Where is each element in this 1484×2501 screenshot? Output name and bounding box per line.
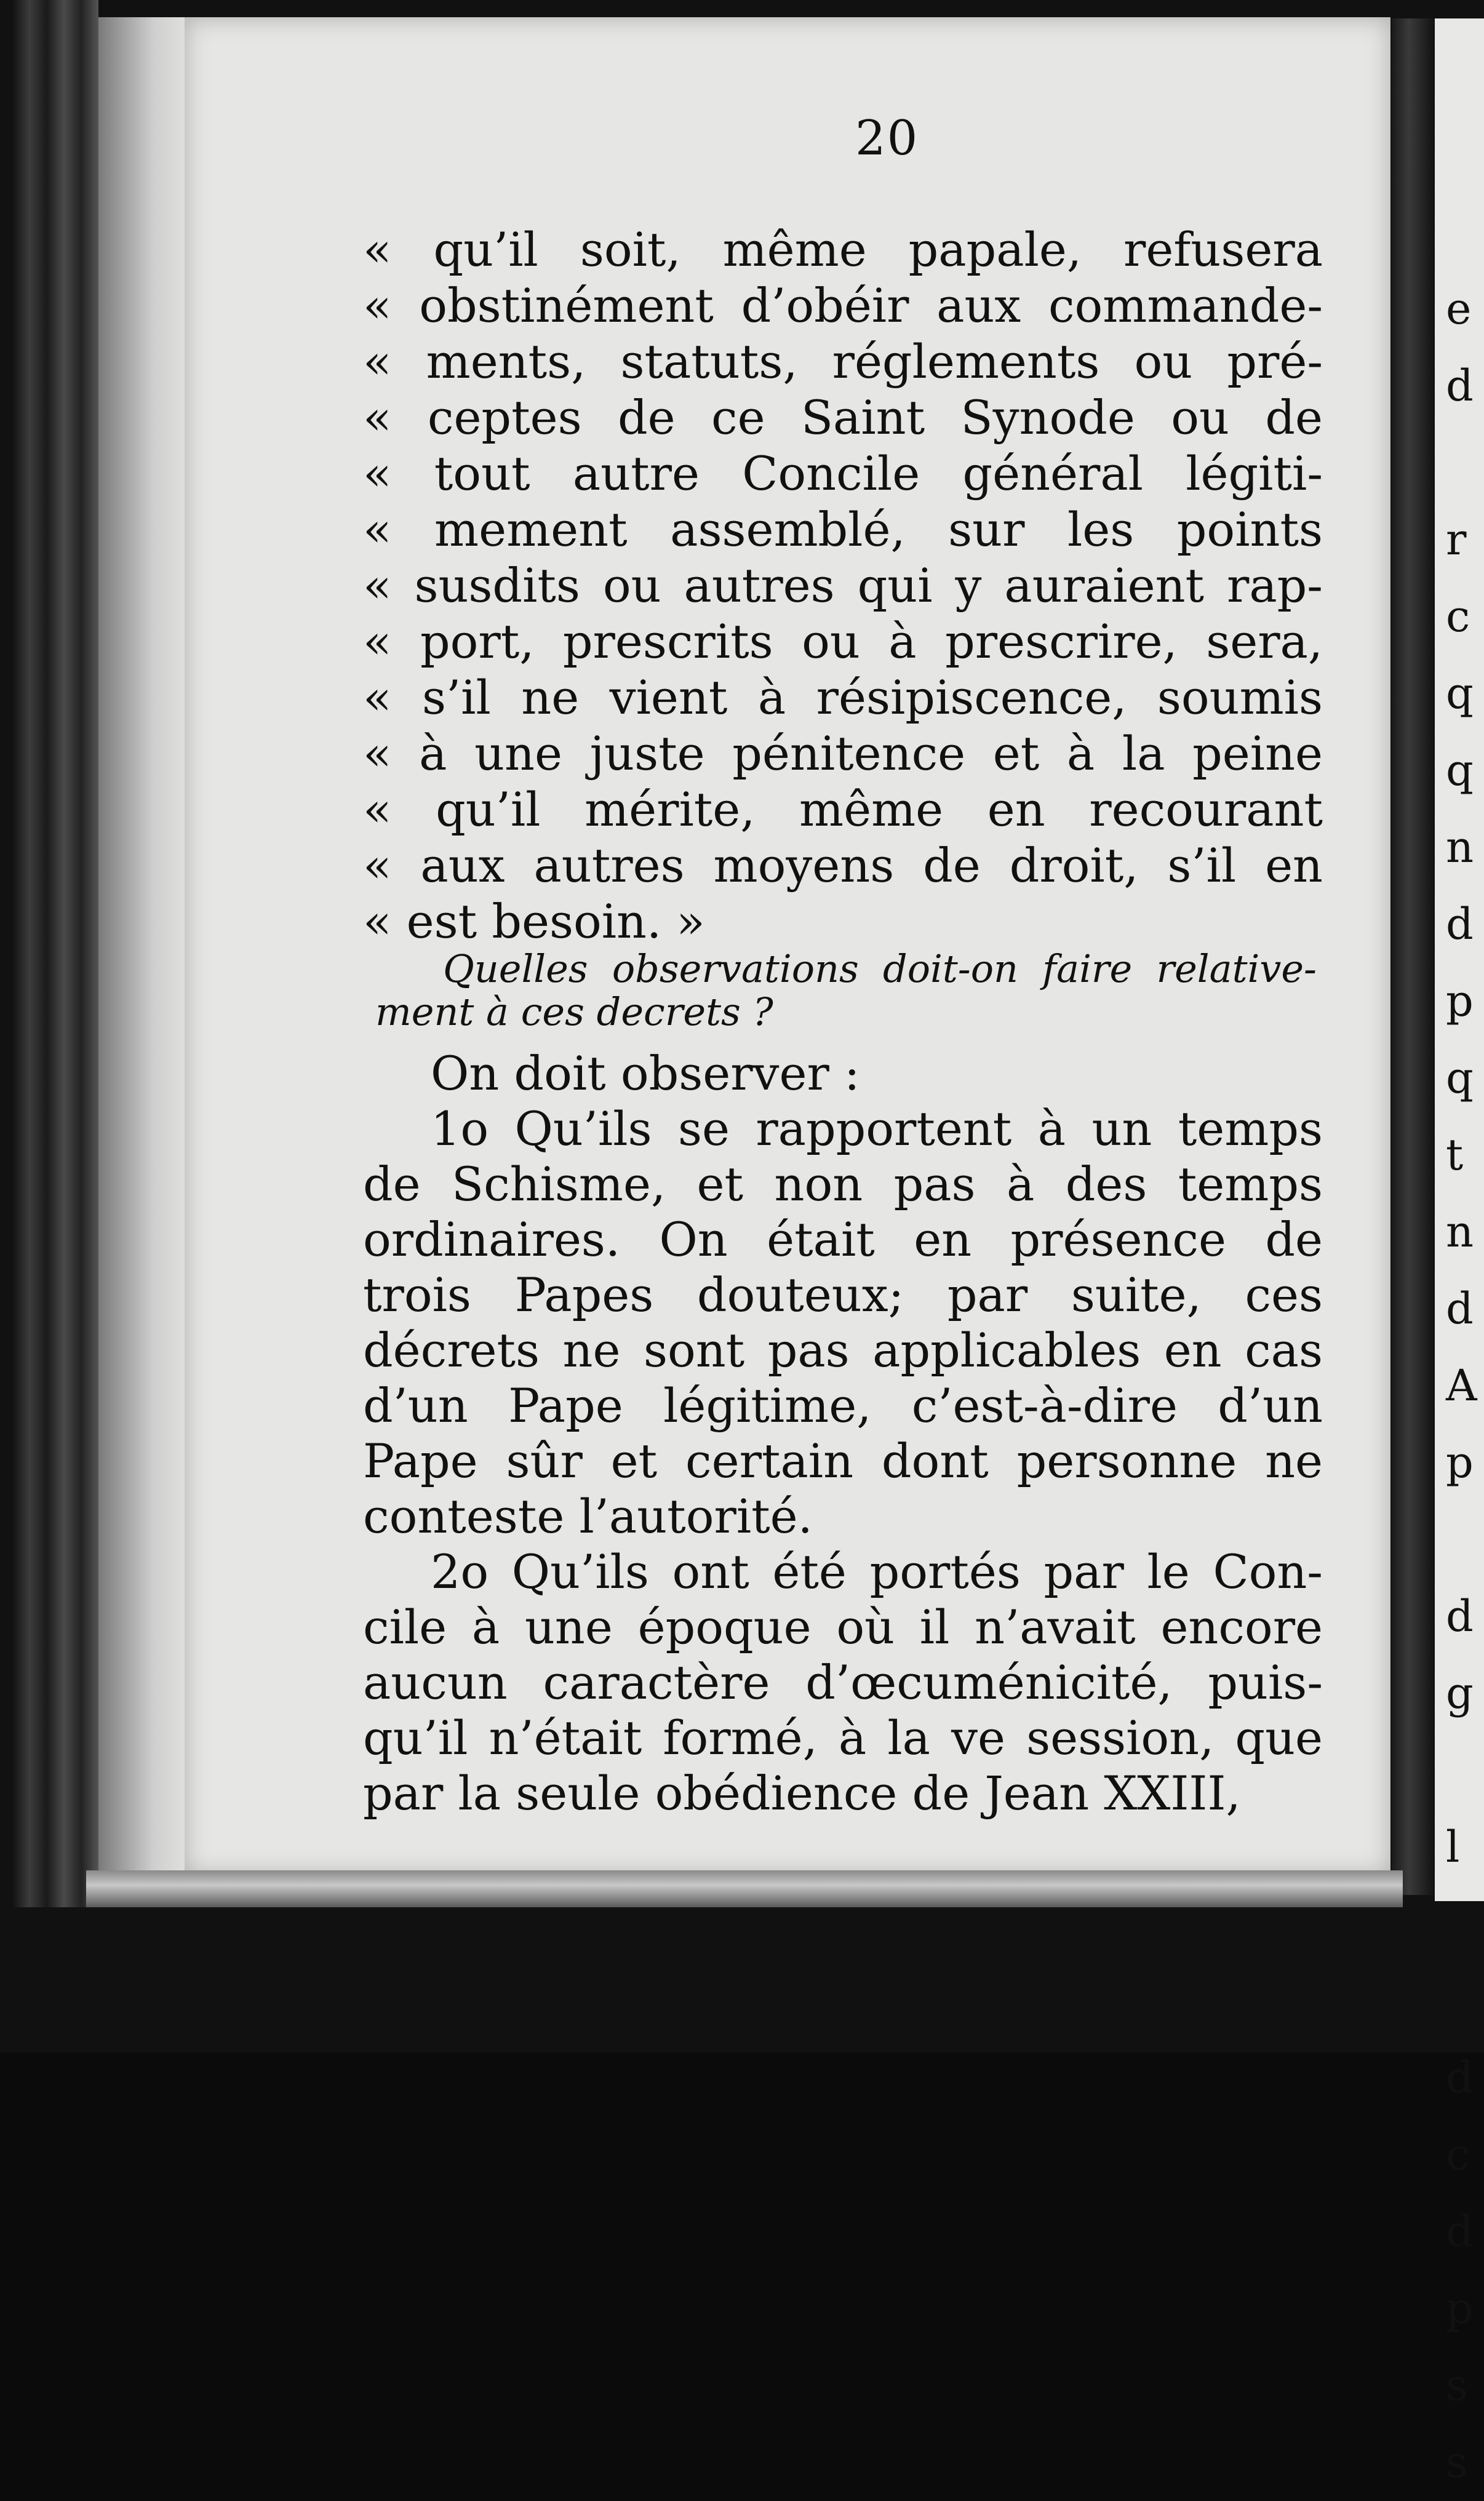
- answer-p1-line: de Schisme, et non pas à des temps: [363, 1157, 1323, 1211]
- quoted-decree: [363, 221, 1323, 949]
- facing-page-letter: g: [1446, 1668, 1474, 1718]
- facing-page-letter: d: [1446, 1976, 1474, 2026]
- facing-page-letter: l: [1446, 1822, 1460, 1872]
- answer-p2-line: cile à une époque où il n’avait encore: [363, 1600, 1323, 1654]
- facing-page-letter: c: [1446, 591, 1470, 642]
- quote-line: « est besoin. »: [363, 894, 705, 949]
- facing-page-letter: q: [1446, 1053, 1474, 1103]
- page-bottom-edge: [86, 1870, 1403, 1907]
- quote-line: « qu’il mérite, même en recourant: [363, 782, 1323, 837]
- answer-p1-line: d’un Pape légitime, c’est-à-dire d’un: [363, 1378, 1323, 1433]
- answer-p1-line: 1o Qu’ils se rapportent à un temps: [431, 1101, 1323, 1156]
- quote-line: « s’il ne vient à résipiscence, soumis: [363, 670, 1323, 725]
- facing-page-letter: n: [1446, 1207, 1474, 1257]
- facing-page-letter: d: [1446, 361, 1474, 411]
- facing-page-letter: [1446, 1886, 1483, 1963]
- facing-page-letter: q: [1446, 745, 1474, 796]
- facing-page-letter: n: [1446, 822, 1474, 872]
- facing-page-letters: [1446, 271, 1483, 2501]
- page-number: 20: [855, 111, 919, 166]
- facing-page-letter: t: [1446, 1130, 1464, 1180]
- facing-page-letter: e: [1446, 284, 1472, 334]
- quote-line: « obstinément d’obéir aux commande-: [363, 278, 1323, 333]
- facing-page-letter: d: [1446, 2052, 1474, 2103]
- answer-p1-line: décrets ne sont pas applicables en cas: [363, 1323, 1323, 1378]
- catechism-answer: [363, 1046, 1323, 1821]
- catechism-question: [375, 947, 1317, 1034]
- answer-p2-line: 2o Qu’ils ont été portés par le Con-: [431, 1544, 1323, 1599]
- facing-page-letter: [1446, 1501, 1483, 1578]
- quote-line: « qu’il soit, même papale, refusera: [363, 222, 1323, 277]
- answer-p1-line: ordinaires. On était en présence de: [363, 1212, 1323, 1267]
- quote-line: « susdits ou autres qui y auraient rap-: [363, 558, 1323, 613]
- question-line: Quelles observations doit-on faire relative-: [443, 946, 1317, 991]
- facing-page-letter: p: [1446, 976, 1474, 1026]
- quote-line: « port, prescrits ou à prescrire, sera,: [363, 614, 1323, 669]
- facing-page-letter: [1446, 1732, 1483, 1809]
- quote-line: « ments, statuts, réglements ou pré-: [363, 334, 1323, 389]
- book-gutter: [1392, 18, 1435, 1895]
- quote-line: « mement assemblé, sur les points: [363, 502, 1323, 557]
- question-line: ment à ces decrets ?: [375, 989, 773, 1034]
- facing-page-letter: r: [1446, 514, 1467, 565]
- facing-page-letter: q: [1446, 668, 1474, 719]
- page-curl-shadow: [98, 17, 191, 1881]
- facing-page-letter: s: [1446, 2437, 1468, 2487]
- book-edge: [12, 0, 98, 1907]
- facing-page-letter: d: [1446, 1283, 1474, 1334]
- facing-page-letter: p: [1446, 2283, 1474, 2334]
- facing-page-letter: A: [1446, 1360, 1477, 1411]
- quote-line: « tout autre Concile général légiti-: [363, 446, 1323, 501]
- facing-page-letter: s: [1446, 2360, 1468, 2411]
- facing-page-letter: p: [1446, 1437, 1474, 1488]
- answer-p2-line: qu’il n’était formé, à la ve session, que: [363, 1710, 1323, 1765]
- facing-page-letter: [1446, 425, 1483, 501]
- quote-line: « ceptes de ce Saint Synode ou de: [363, 390, 1323, 445]
- facing-page-letter: d: [1446, 899, 1474, 949]
- answer-p1-line: Pape sûr et certain dont personne ne: [363, 1434, 1323, 1488]
- answer-p2-line: aucun caractère d’œcuménicité, puis-: [363, 1655, 1323, 1710]
- quote-line: « à une juste pénitence et à la peine: [363, 726, 1323, 781]
- answer-p1-line: trois Papes douteux; par suite, ces: [363, 1267, 1323, 1322]
- quote-line: « aux autres moyens de droit, s’il en: [363, 838, 1323, 893]
- facing-page-letter: c: [1446, 2129, 1470, 2180]
- facing-page-letter: d: [1446, 2206, 1474, 2257]
- answer-p2-line: par la seule obédience de Jean XXIII,: [363, 1766, 1241, 1821]
- answer-p1-line: conteste l’autorité.: [363, 1489, 813, 1544]
- answer-lead: On doit observer :: [431, 1046, 860, 1101]
- facing-page-letter: d: [1446, 1591, 1474, 1641]
